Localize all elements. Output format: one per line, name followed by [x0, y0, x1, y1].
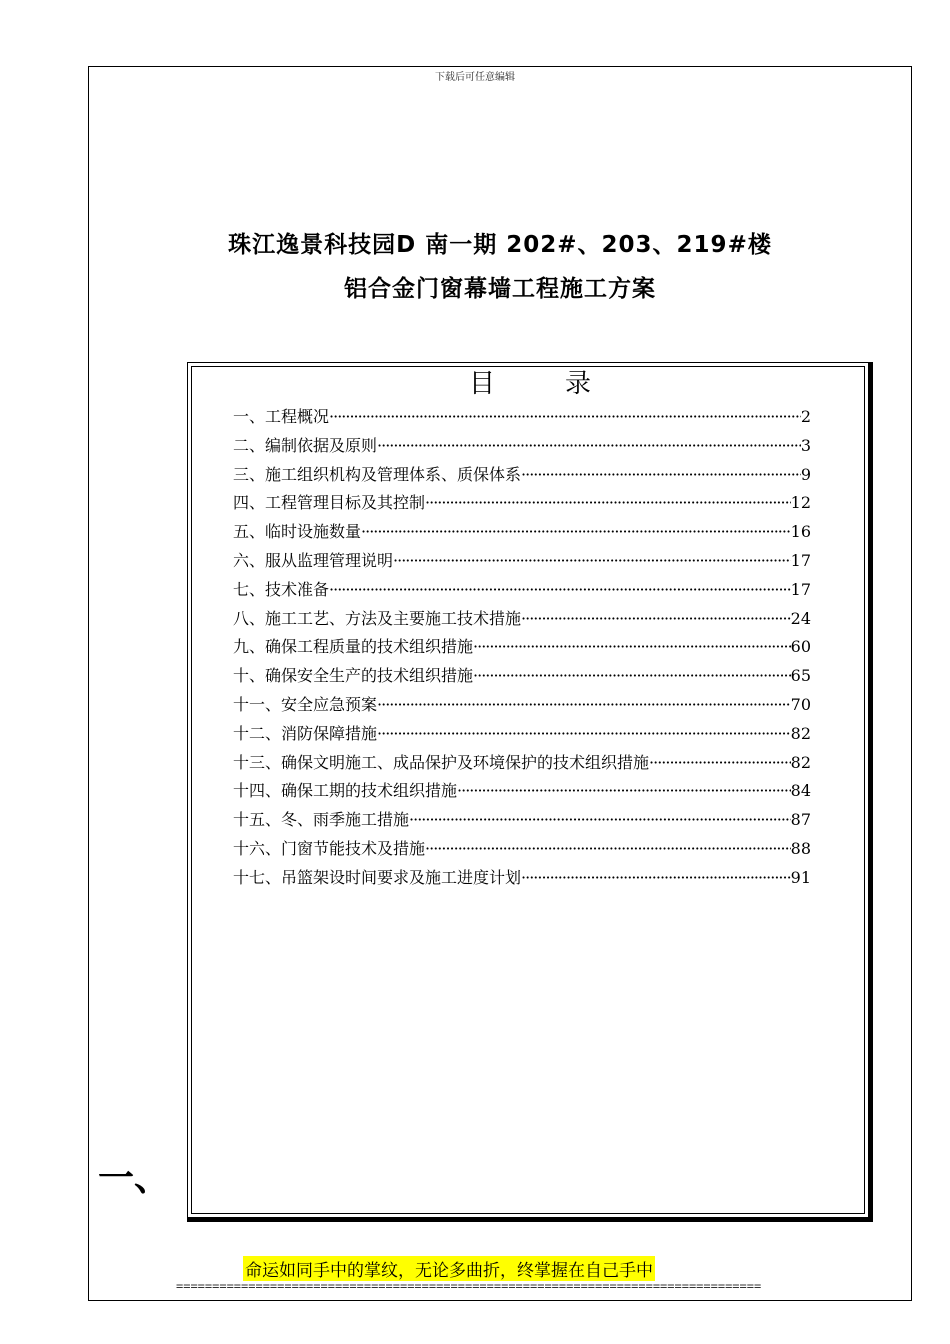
document-subtitle: 铝合金门窗幕墙工程施工方案: [344, 276, 656, 302]
toc-leader-dots: [521, 609, 791, 628]
toc-item[interactable]: [233, 836, 811, 865]
toc-item-page: 91: [790, 867, 811, 887]
toc-item[interactable]: [233, 519, 811, 548]
toc-item-page: 88: [790, 838, 811, 858]
toc-item-label: 十五、冬、雨季施工措施: [233, 810, 410, 830]
toc-item[interactable]: [233, 750, 811, 779]
table-of-contents: [187, 362, 873, 1222]
toc-item-page: 70: [790, 694, 811, 714]
toc-item[interactable]: [233, 606, 811, 635]
toc-item[interactable]: [233, 433, 811, 462]
toc-leader-dots: [377, 436, 801, 455]
toc-item[interactable]: [233, 721, 811, 750]
toc-item-label: 七、技术准备: [233, 579, 330, 599]
toc-item[interactable]: [233, 634, 811, 663]
toc-leader-dots: [329, 407, 801, 426]
toc-leader-dots: [649, 753, 791, 772]
toc-item-label: 十一、安全应急预案: [233, 694, 378, 714]
toc-item-page: 3: [800, 435, 811, 455]
toc-leader-dots: [457, 781, 791, 800]
toc-item-label: 三、施工组织机构及管理体系、质保体系: [233, 464, 522, 484]
footer-rule: =================================================================================: [176, 1279, 762, 1293]
toc-item-page: 24: [790, 608, 811, 628]
toc-item[interactable]: [233, 462, 811, 491]
toc-item-label: 十七、吊篮架设时间要求及施工进度计划: [233, 867, 522, 887]
toc-item-page: 12: [790, 493, 811, 513]
document-title: 珠江逸景科技园D 南一期 202#、203、219#楼: [228, 232, 772, 258]
toc-leader-dots: [521, 465, 801, 484]
toc-item-page: 17: [790, 579, 811, 599]
toc-leader-dots: [393, 551, 791, 570]
toc-item[interactable]: [233, 663, 811, 692]
toc-leader-dots: [377, 724, 791, 743]
toc-item[interactable]: [233, 778, 811, 807]
toc-item[interactable]: [233, 548, 811, 577]
toc-item-label: 十二、消防保障措施: [233, 723, 378, 743]
toc-leader-dots: [329, 580, 791, 599]
toc-leader-dots: [473, 666, 791, 685]
toc-leader-dots: [425, 493, 791, 512]
toc-item-label: 八、施工工艺、方法及主要施工技术措施: [233, 608, 522, 628]
toc-item-label: 六、服从监理管理说明: [233, 550, 394, 570]
toc-leader-dots: [377, 695, 791, 714]
motto-banner: 命运如同手中的掌纹，无论多曲折，终掌握在自己手中: [243, 1256, 655, 1281]
toc-item-page: 82: [790, 723, 811, 743]
toc-item-label: 五、临时设施数量: [233, 522, 362, 542]
toc-heading: 目录: [468, 369, 661, 399]
toc-item-label: 十三、确保文明施工、成品保护及环境保护的技术组织措施: [233, 752, 650, 772]
toc-leader-dots: [361, 522, 791, 541]
toc-item[interactable]: [233, 865, 811, 894]
toc-item[interactable]: [233, 490, 811, 519]
toc-leader-dots: [473, 637, 791, 656]
toc-item-page: 9: [800, 464, 811, 484]
toc-item[interactable]: [233, 807, 811, 836]
toc-item-page: 17: [790, 550, 811, 570]
toc-item-label: 四、工程管理目标及其控制: [233, 493, 426, 513]
toc-item-label: 十六、门窗节能技术及措施: [233, 838, 426, 858]
toc-item-page: 2: [800, 407, 811, 426]
toc-item[interactable]: [233, 692, 811, 721]
toc-item-page: 82: [790, 752, 811, 772]
toc-leader-dots: [409, 810, 791, 829]
toc-item[interactable]: [233, 404, 811, 433]
toc-item-page: 87: [790, 810, 811, 830]
toc-list: [233, 404, 811, 894]
toc-item-page: 60: [790, 637, 811, 657]
toc-item[interactable]: [233, 577, 811, 606]
toc-item-page: 16: [790, 522, 811, 542]
toc-item-label: 十四、确保工期的技术组织措施: [233, 781, 458, 801]
toc-item-page: 65: [790, 666, 811, 686]
toc-item-label: 一、工程概况: [233, 407, 330, 426]
toc-item-label: 二、编制依据及原则: [233, 435, 378, 455]
header-note: 下载后可任意编辑: [435, 72, 515, 83]
toc-item-label: 九、确保工程质量的技术组织措施: [233, 637, 474, 657]
section-mark: 一、: [98, 1158, 171, 1199]
toc-leader-dots: [521, 868, 791, 887]
toc-leader-dots: [425, 839, 791, 858]
toc-item-page: 84: [790, 781, 811, 801]
toc-item-label: 十、确保安全生产的技术组织措施: [233, 666, 474, 686]
